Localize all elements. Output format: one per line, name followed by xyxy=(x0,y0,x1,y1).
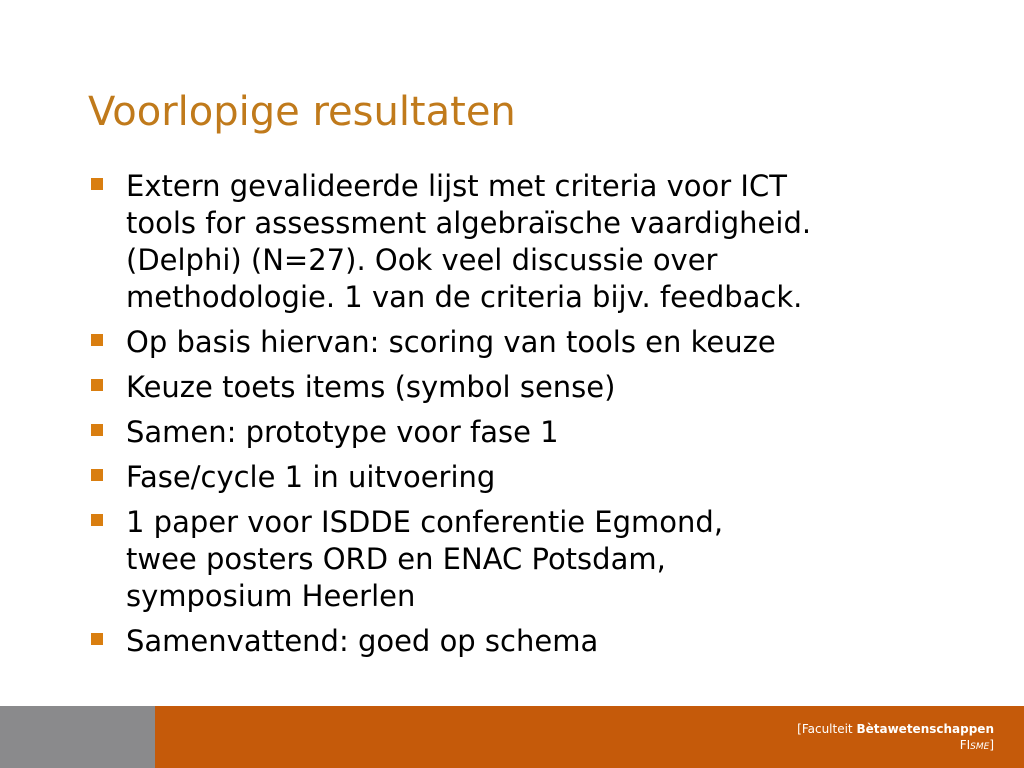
square-bullet-icon xyxy=(91,424,103,436)
faculty-department: Bètawetenschappen xyxy=(856,722,994,736)
abbrev-fi: FI xyxy=(959,738,971,752)
faculty-name xyxy=(797,721,994,737)
bullet-text-line: Samenvattend: goed op schema xyxy=(126,624,599,658)
faculty-word: Faculteit xyxy=(801,722,853,736)
faculty-abbreviation xyxy=(797,737,994,755)
bullet-text-line: methodologie. 1 van de criteria bijv. feedback. xyxy=(126,280,803,314)
square-bullet-icon xyxy=(91,514,103,526)
bullet-text-line: (Delphi) (N=27). Ook veel discussie over xyxy=(126,243,718,277)
footer-gray-block xyxy=(0,706,155,768)
list-item xyxy=(88,504,958,615)
bullet-text-line: Fase/cycle 1 in uitvoering xyxy=(126,460,496,494)
slide-title: Voorlopige resultaten xyxy=(88,89,516,135)
bullet-text-line: symposium Heerlen xyxy=(126,579,416,613)
bracket-close: ] xyxy=(989,738,994,752)
bullet-text-line: Keuze toets items (symbol sense) xyxy=(126,370,616,404)
faculty-logo xyxy=(797,721,994,755)
square-bullet-icon xyxy=(91,178,103,190)
list-item xyxy=(88,168,958,316)
list-item xyxy=(88,623,958,660)
list-item xyxy=(88,324,958,361)
abbrev-sme: SME xyxy=(970,742,990,752)
footer-bar xyxy=(0,706,1024,768)
square-bullet-icon xyxy=(91,633,103,645)
bullet-text-line: tools for assessment algebraïsche vaardigheid. xyxy=(126,206,812,240)
bullet-text-line: Samen: prototype voor fase 1 xyxy=(126,415,559,449)
square-bullet-icon xyxy=(91,334,103,346)
bullet-text-line: twee posters ORD en ENAC Potsdam, xyxy=(126,542,666,576)
bracket-open: [ xyxy=(797,722,802,736)
bullet-list xyxy=(88,168,958,668)
bullet-text-line: Op basis hiervan: scoring van tools en keuze xyxy=(126,325,776,359)
square-bullet-icon xyxy=(91,469,103,481)
square-bullet-icon xyxy=(91,379,103,391)
list-item xyxy=(88,414,958,451)
bullet-text-line: 1 paper voor ISDDE conferentie Egmond, xyxy=(126,505,724,539)
list-item xyxy=(88,369,958,406)
list-item xyxy=(88,459,958,496)
bullet-text-line: Extern gevalideerde lijst met criteria voor ICT xyxy=(126,169,787,203)
